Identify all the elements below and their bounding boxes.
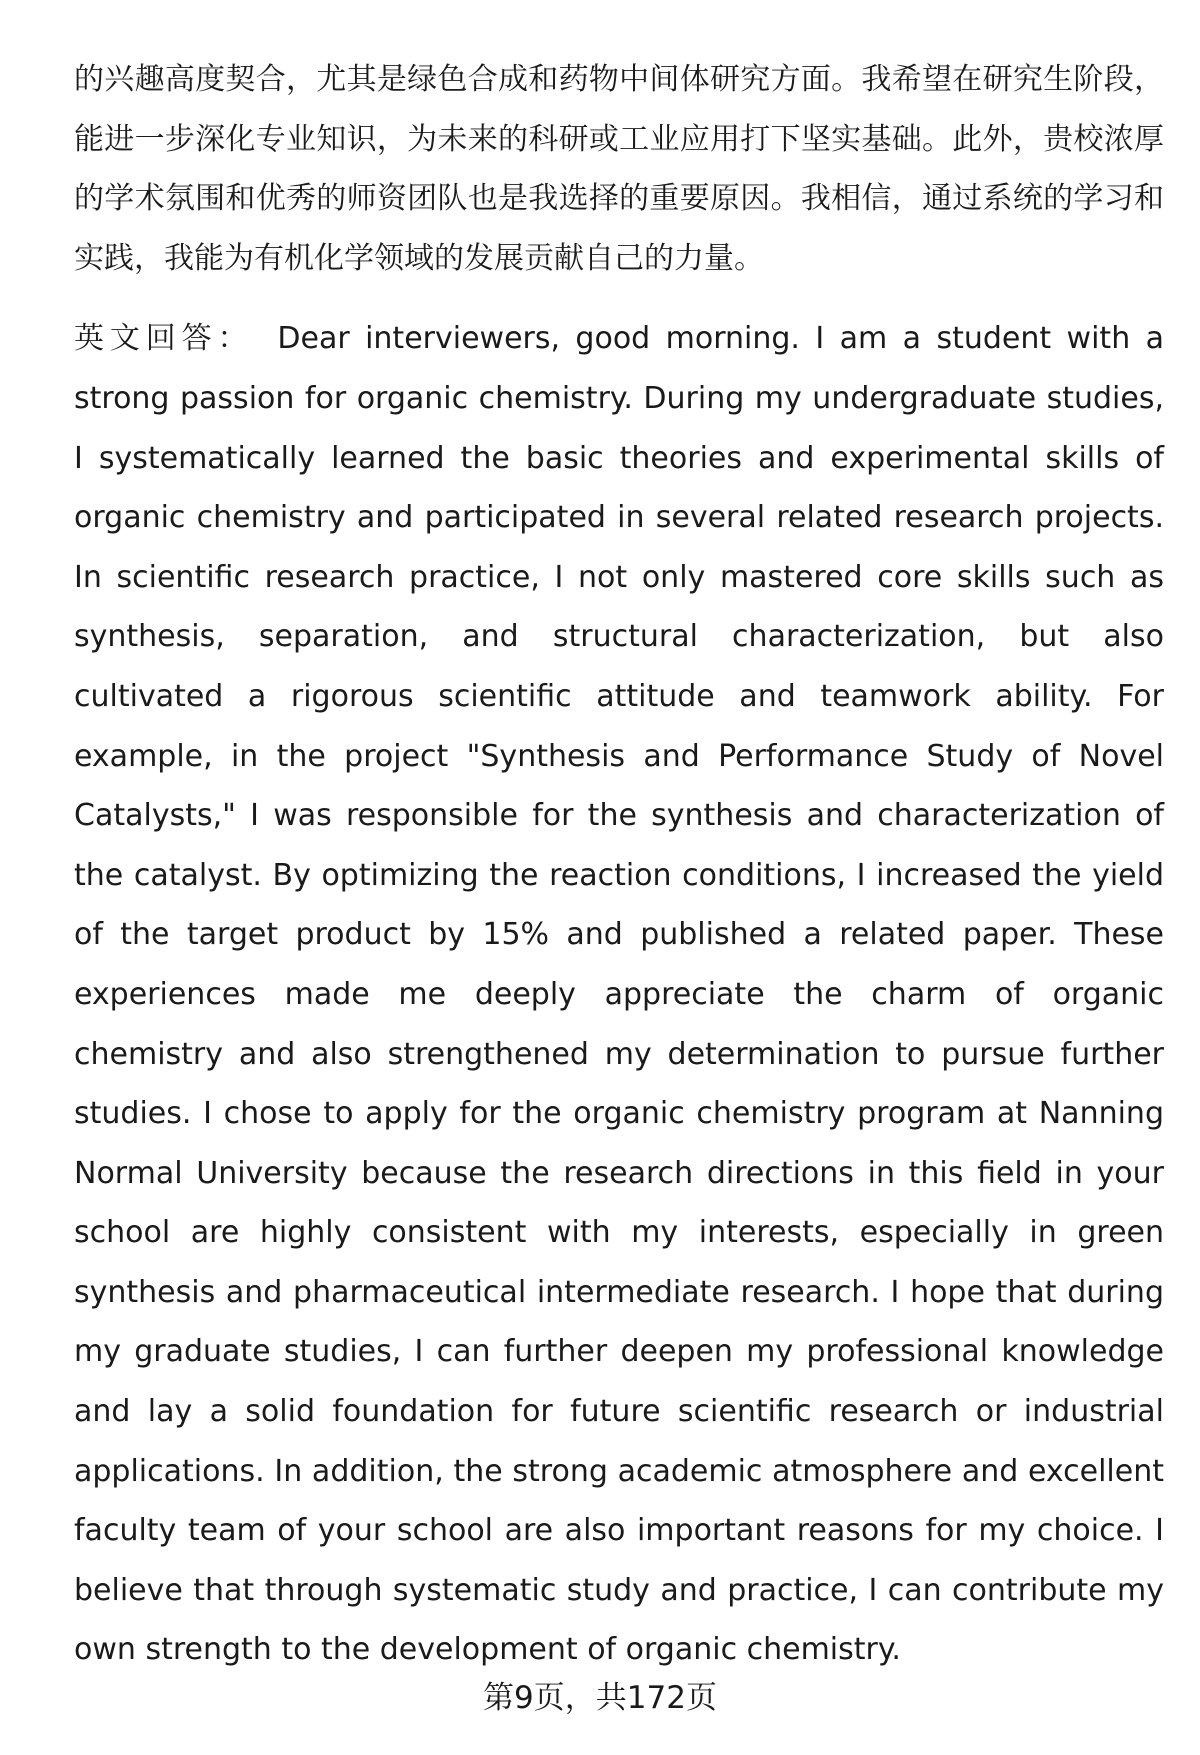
chinese-answer-paragraph: 的兴趣高度契合，尤其是绿色合成和药物中间体研究方面。我希望在研究生阶段，能进一步深化专业知识，为未来的科研或工业应用打下坚实基础。此外，贵校浓厚的学术氛围和优秀的师资团队也是我选择的重要原因。我相信，通过系统的学习和实践，我能为有机化学领域的发展贡献自己的力量。 [74,62,1164,276]
english-answer-text: Dear interviewers, good morning. I am a student with a strong passion for organic chemistry. During my undergraduate studies, I systematically learned the basic theories and experimental skills of organic chemistry and participated in several related research projects. In scientific research practice, I not only mastered core skills such as synthesis, separation, and structural characterization, but also cultivated a rigorous scientific attitude and teamwork ability. For example, in the project "Synthesis and Performance Study of Novel Catalysts," I was responsible for the synthesis and characterization of the catalyst. By optimizing the reaction conditions, I increased the yield of the target product by 15% and published a related paper. These experiences made me deeply appreciate the charm of organic chemistry and also strengthened my determination to pursue further studies. I chose to apply for the organic chemistry program at Nanning Normal University because the research directions in this field in your school are highly consistent with my interests, especially in green synthesis and pharmaceutical intermediate research. I hope that during my graduate studies, I can further deepen my professional knowledge and lay a solid foundation for future scientific research or industrial applications. In addition, the strong academic atmosphere and excellent faculty team of your school are also important reasons for my choice. I believe that through systematic study and practice, I can contribute my own strength to the development of organic chemistry. [74,321,1165,1668]
english-answer-label: 英文回答： [74,321,254,357]
page-number-footer: 第9页，共172页 [483,1680,717,1716]
document-page [74,50,1164,1680]
english-answer-paragraph [74,309,1164,1680]
